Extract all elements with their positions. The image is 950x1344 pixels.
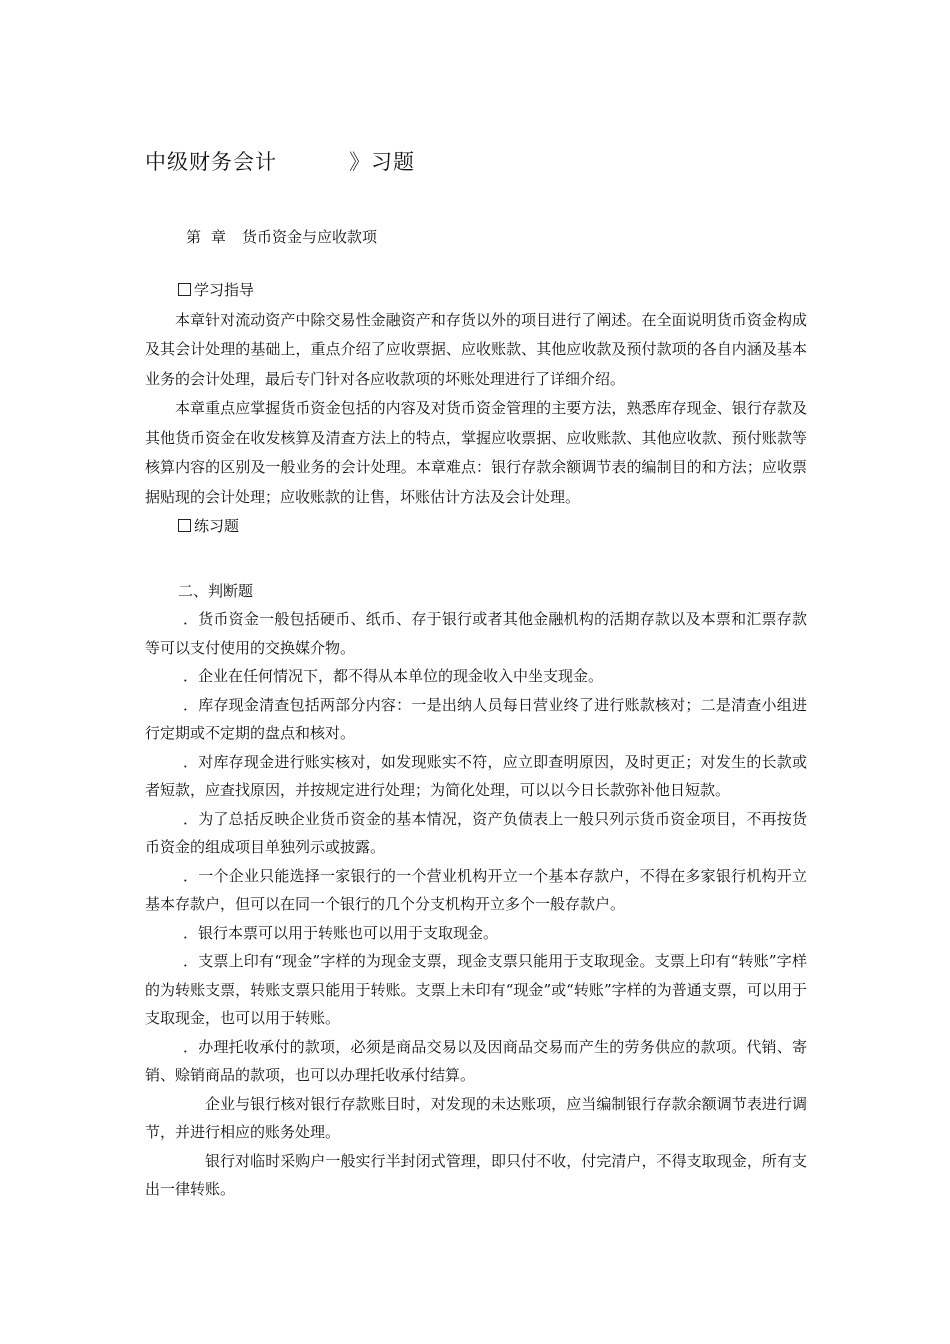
study-guide-heading (145, 276, 807, 306)
question-item-11: 银行对临时采购户一般实行半封闭式管理，即只付不收，付完清户，不得支取现金，所有支出一律转账。 (145, 1151, 807, 1198)
judgment-heading: 二、判断题 (178, 582, 254, 600)
study-guide-label: 学习指导 (194, 281, 255, 299)
question-item-3: ．库存现金清查包括两部分内容：一是出纳人员每日营业终了进行账款核对；二是清查小组进行定期或不定期的盘点和核对。 (145, 695, 807, 742)
question-item-9: ．办理托收承付的款项，必须是商品交易以及因商品交易而产生的劳务供应的款项。代销、寄销、赊销商品的款项，也可以办理托收承付结算。 (145, 1037, 807, 1084)
chapter-heading (186, 226, 377, 247)
exercises-label: 练习题 (194, 517, 240, 535)
judgment-list (145, 605, 807, 1204)
checkbox-square-icon (178, 283, 191, 296)
study-guide-paragraph-1: 本章针对流动资产中除交易性金融资产和存货以外的项目进行了阐述。在全面说明货币资金构成及其会计处理的基础上，重点介绍了应收票据、应收账款、其他应收款及预付款项的各自内涵及基本业务的会计处理，最后专门针对各应收款项的坏账处理进行了详细介绍。 (145, 310, 807, 388)
question-item-6: ．一个企业只能选择一家银行的一个营业机构开立一个基本存款户，不得在多家银行机构开立基本存款户，但可以在同一个银行的几个分支机构开立多个一般存款户。 (145, 866, 807, 913)
question-item-1: ．货币资金一般包括硬币、纸币、存于银行或者其他金融机构的活期存款以及本票和汇票存款等可以支付使用的交换媒介物。 (145, 610, 807, 657)
question-item-2: ．企业在任何情况下，都不得从本单位的现金收入中坐支现金。 (183, 667, 604, 685)
page-title (145, 146, 415, 176)
study-guide-section (145, 276, 807, 542)
chapter-label-2: 章 (211, 228, 227, 246)
question-item-5: ．为了总括反映企业货币资金的基本情况，资产负债表上一般只列示货币资金项目，不再按货币资金的组成项目单独列示或披露。 (145, 809, 807, 856)
question-item-8: ．支票上印有“现金”字样的为现金支票，现金支票只能用于支取现金。支票上印有“转账”字样的为转账支票，转账支票只能用于转账。支票上未印有“现金”或“转账”字样的为普通支票，可以用于支取现金，也可以用于转账。 (145, 952, 807, 1027)
question-item-7: ．银行本票可以用于转账也可以用于支取现金。 (183, 923, 499, 942)
chapter-name: 货币资金与应收款项 (242, 228, 378, 246)
title-part-2: 》习题 (349, 150, 415, 174)
chapter-label-1: 第 (186, 228, 202, 246)
study-guide-paragraph-2: 本章重点应掌握货币资金包括的内容及对货币资金管理的主要方法，熟悉库存现金、银行存款及其他货币资金在收发核算及清查方法上的特点，掌握应收票据、应收账款、其他应收款、预付账款等核算内容的区别及一般业务的会计处理。本章难点：银行存款余额调节表的编制目的和方法；应收票据贴现的会计处理；应收账款的让售，坏账估计方法及会计处理。 (145, 399, 807, 506)
checkbox-square-icon (178, 519, 191, 532)
title-part-1: 中级财务会计 (145, 150, 277, 174)
exercises-heading (145, 512, 807, 542)
question-item-10: 企业与银行核对银行存款账目时，对发现的未达账项，应当编制银行存款余额调节表进行调节，并进行相应的账务处理。 (145, 1094, 807, 1141)
question-item-4: ．对库存现金进行账实核对，如发现账实不符，应立即查明原因，及时更正；对发生的长款或者短款，应查找原因，并按规定进行处理；为简化处理，可以以今日长款弥补他日短款。 (145, 752, 807, 799)
